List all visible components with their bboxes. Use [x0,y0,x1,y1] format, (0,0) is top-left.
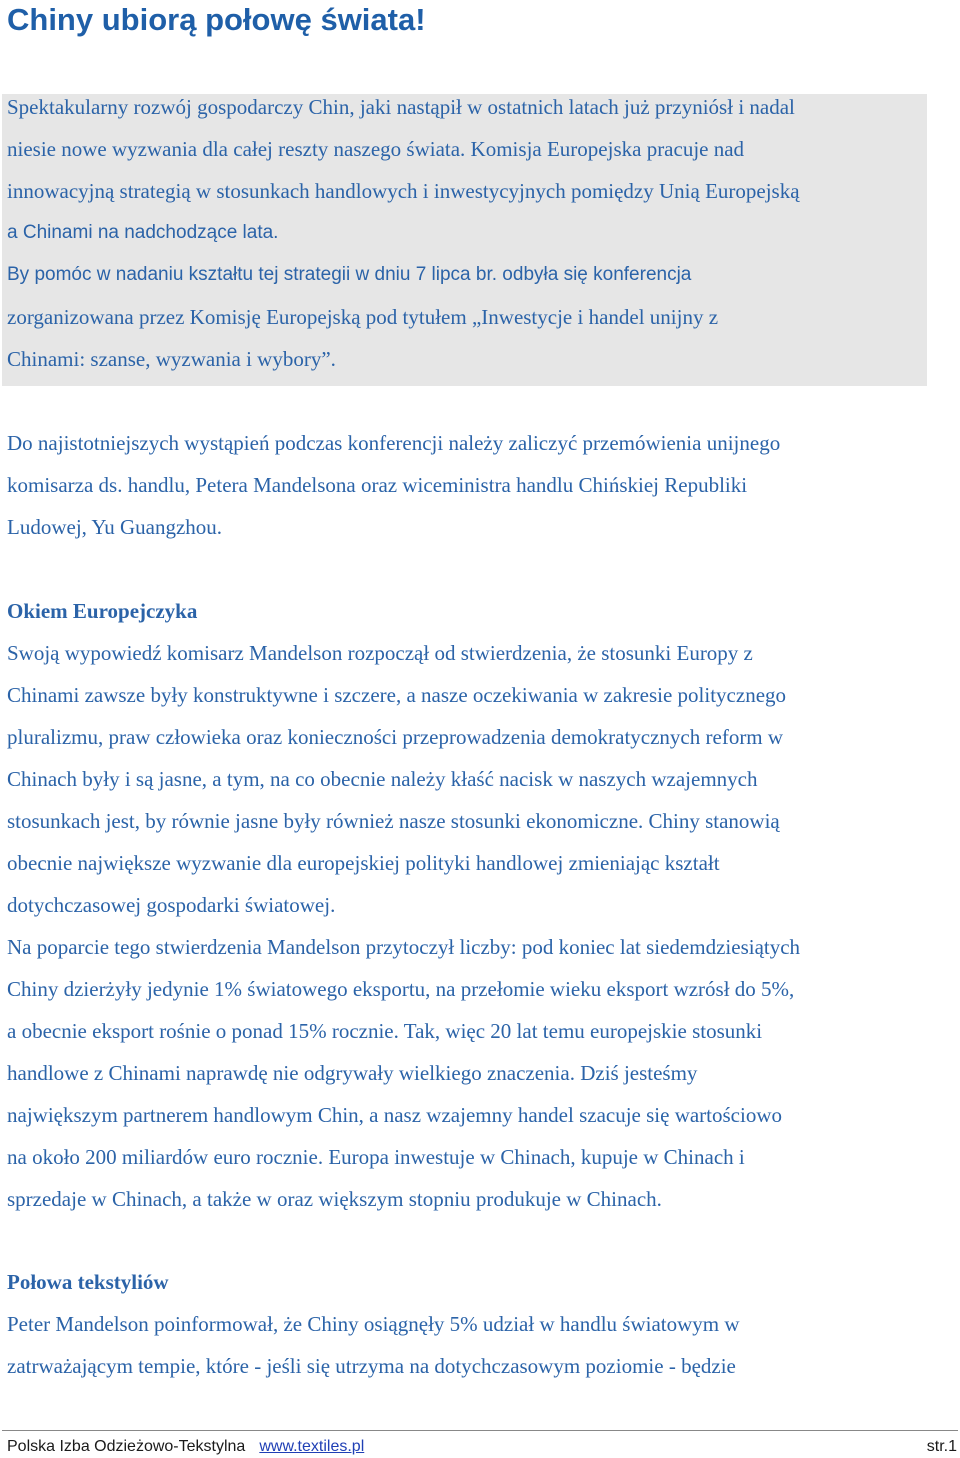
body-line: obecnie największe wyzwanie dla europejskiej polityki handlowej zmieniając kształt [7,851,720,875]
lead-line: zorganizowana przez Komisję Europejską pod tytułem „Inwestycje i handel unijny z [7,305,719,329]
body-line: Peter Mandelson poinformował, że Chiny osiągnęły 5% udział w handlu światowym w [7,1312,740,1336]
body-line: Chinach były i są jasne, a tym, na co obecnie należy kłaść nacisk w naszych wzajemnych [7,767,758,791]
body-line: Na poparcie tego stwierdzenia Mandelson przytoczył liczby: pod koniec lat siedemdziesiątych [7,935,801,959]
lead-line: By pomóc w nadaniu kształtu tej strategii w dniu 7 lipca br. odbyła się konferencja [7,264,692,285]
footer-website-link[interactable]: www.textiles.pl [259,1438,365,1455]
body-line: Chinami zawsze były konstruktywne i szczere, a nasze oczekiwania w zakresie politycznego [7,683,787,707]
body-line: największym partnerem handlowym Chin, a nasz wzajemny handel szacuje się wartościowo [7,1103,783,1127]
page-footer [7,1437,957,1457]
intro-line: komisarza ds. handlu, Petera Mandelsona oraz wiceministra handlu Chińskiej Republiki [7,473,748,497]
section-heading: Okiem Europejczyka [7,599,198,623]
body-line: dotychczasowej gospodarki światowej. [7,893,336,917]
page-number: str.1 [926,1438,957,1455]
body-line: stosunkach jest, by równie jasne były również nasze stosunki ekonomiczne. Chiny stanowią [7,809,780,833]
footer-divider [2,1430,958,1431]
body-line: sprzedaje w Chinach, a także w oraz większym stopniu produkuje w Chinach. [7,1187,662,1211]
lead-line: Spektakularny rozwój gospodarczy Chin, jaki nastąpił w ostatnich latach już przyniósł i nadal [7,95,795,119]
lead-line: Chinami: szanse, wyzwania i wybory”. [7,347,336,371]
body-line: zatrważającym tempie, które - jeśli się utrzyma na dotychczasowym poziomie - będzie [7,1354,736,1378]
lead-line: innowacyjną strategią w stosunkach handlowych i inwestycyjnych pomiędzy Unią Europejską [7,179,800,203]
lead-line: a Chinami na nadchodzące lata. [7,222,279,243]
article-title: Chiny ubiorą połowę świata! [7,2,426,37]
body-line: Chiny dzierżyły jedynie 1% światowego eksportu, na przełomie wieku eksport wzrósł do 5%, [7,977,795,1001]
body-line: handlowe z Chinami naprawdę nie odgrywały wielkiego znaczenia. Dziś jesteśmy [7,1061,698,1085]
body-line: pluralizmu, praw człowieka oraz konieczności przeprowadzenia demokratycznych reform w [7,725,784,749]
intro-line: Do najistotniejszych wystąpień podczas konferencji należy zaliczyć przemówienia unijnego [7,431,781,455]
lead-line: niesie nowe wyzwania dla całej reszty naszego świata. Komisja Europejska pracuje nad [7,137,745,161]
intro-line: Ludowej, Yu Guangzhou. [7,515,223,539]
body-line: na około 200 miliardów euro rocznie. Europa inwestuje w Chinach, kupuje w Chinach i [7,1145,745,1169]
body-line: a obecnie eksport rośnie o ponad 15% rocznie. Tak, więc 20 lat temu europejskie stosunki [7,1019,763,1043]
footer-organization: Polska Izba Odzieżowo-Tekstylna [7,1438,246,1455]
body-line: Swoją wypowiedź komisarz Mandelson rozpoczął od stwierdzenia, że stosunki Europy z [7,641,753,665]
section-heading: Połowa tekstyliów [7,1270,169,1294]
